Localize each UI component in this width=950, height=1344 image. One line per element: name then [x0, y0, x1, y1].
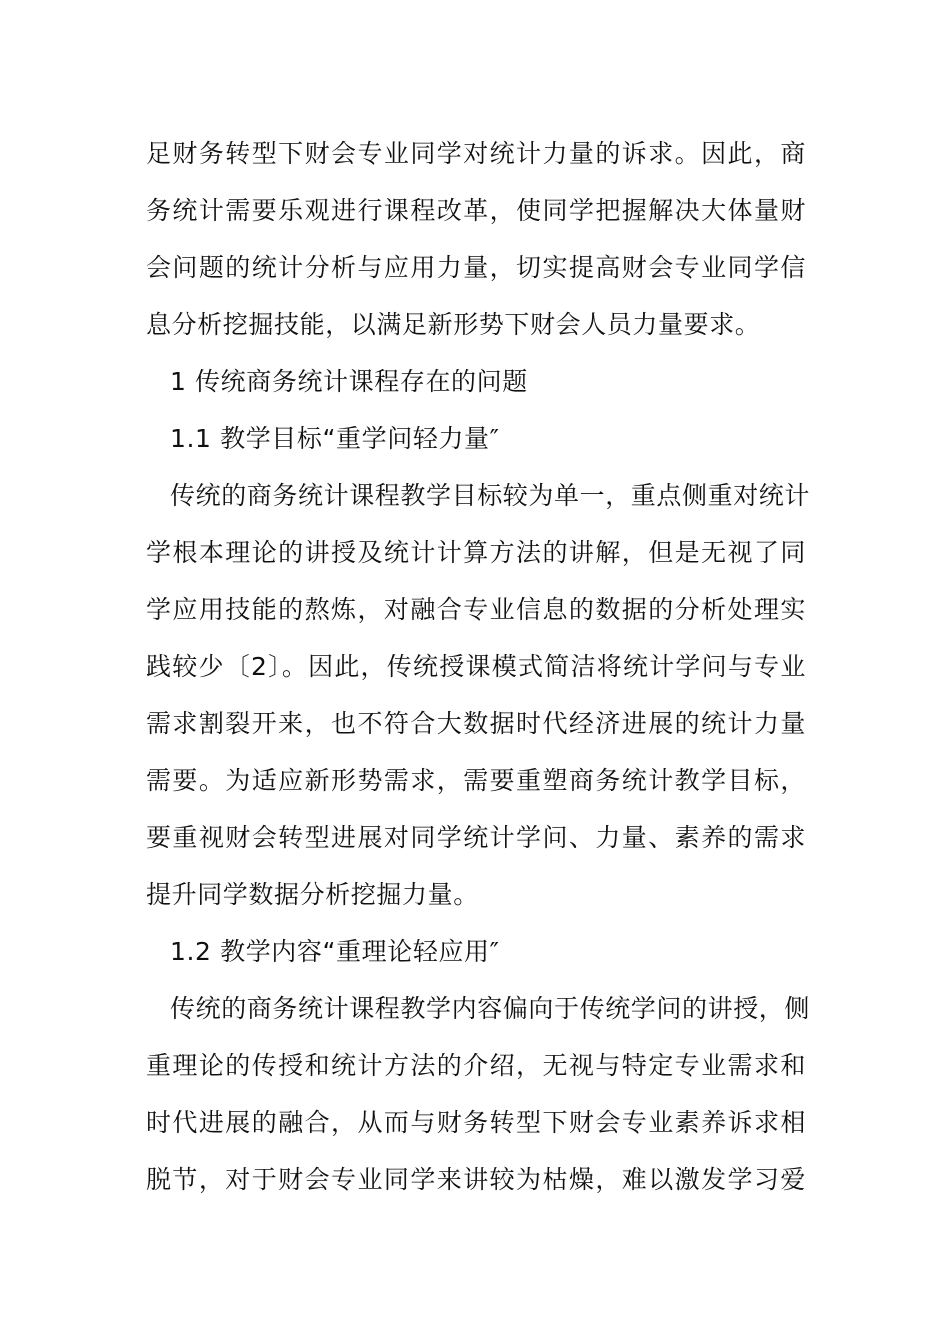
paragraph-line: 提升同学数据分析挖掘力量。	[146, 880, 479, 909]
paragraph-line: 重理论的传授和统计方法的介绍，无视与特定专业需求和	[146, 1051, 806, 1080]
subsection-heading: 1.1 教学目标“重学问轻力量″	[170, 424, 500, 453]
paragraph-line: 时代进展的融合，从而与财务转型下财会专业素养诉求相	[146, 1108, 806, 1137]
paragraph-line: 需要。为适应新形势需求，需要重塑商务统计教学目标，	[146, 766, 806, 795]
paragraph-line: 学根本理论的讲授及统计计算方法的讲解，但是无视了同	[146, 538, 806, 567]
paragraph-line: 会问题的统计分析与应用力量，切实提高财会专业同学信	[146, 253, 806, 282]
paragraph-line: 脱节，对于财会专业同学来讲较为枯燥，难以激发学习爱	[146, 1165, 806, 1194]
paragraph-line: 要重视财会转型进展对同学统计学问、力量、素养的需求	[146, 823, 806, 852]
paragraph-line: 需求割裂开来，也不符合大数据时代经济进展的统计力量	[146, 709, 806, 738]
paragraph-line: 践较少〔2〕。因此，传统授课模式简洁将统计学问与专业	[146, 652, 806, 681]
paragraph-line: 学应用技能的熬炼，对融合专业信息的数据的分析处理实	[146, 595, 806, 624]
section-heading: 1 传统商务统计课程存在的问题	[170, 367, 528, 396]
paragraph-line: 务统计需要乐观进行课程改革，使同学把握解决大体量财	[146, 196, 806, 225]
paragraph-line: 息分析挖掘技能，以满足新形势下财会人员力量要求。	[146, 310, 761, 339]
subsection-heading: 1.2 教学内容“重理论轻应用″	[170, 937, 500, 966]
paragraph-line: 传统的商务统计课程教学目标较为单一，重点侧重对统计	[170, 481, 811, 510]
paragraph-line: 足财务转型下财会专业同学对统计力量的诉求。因此，商	[146, 139, 806, 168]
paragraph-line: 传统的商务统计课程教学内容偏向于传统学问的讲授，侧	[170, 994, 811, 1023]
